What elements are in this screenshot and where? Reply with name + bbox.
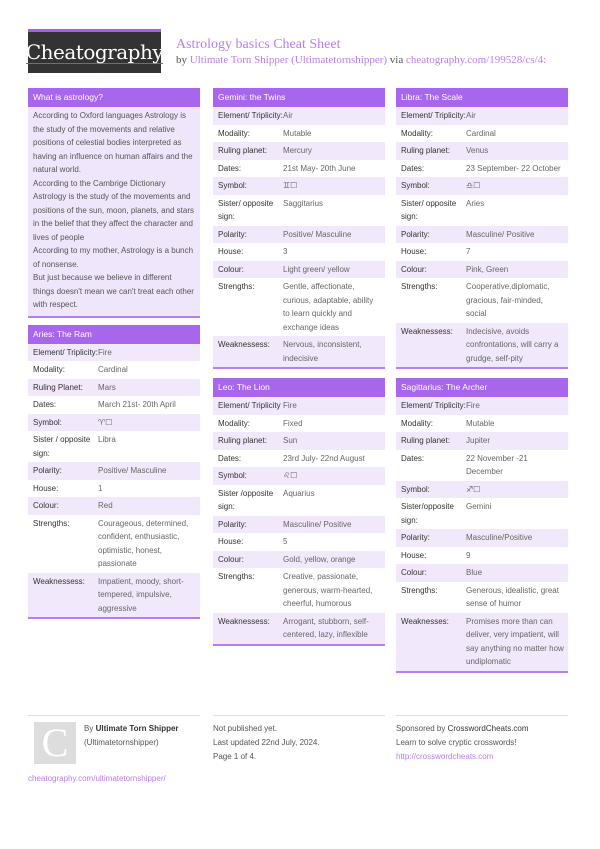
author-credit	[84, 722, 200, 750]
section-leo	[213, 378, 385, 646]
row-value: 23rd July- 22nd August	[283, 453, 365, 463]
row-label: Symbol:	[218, 471, 247, 480]
row-label: Weaknessess:	[218, 616, 270, 626]
section-title: Sagittarius: The Archer	[396, 378, 568, 397]
table-row	[396, 226, 568, 244]
row-value: ♌︎☐	[283, 471, 298, 480]
column-1	[28, 88, 200, 626]
row-value: Masculine/Positive	[466, 533, 533, 542]
row-label: Polarity:	[33, 466, 62, 475]
table-row	[213, 160, 385, 178]
row-value: Impatient, moody, short-tempered, impulsive, aggressive	[98, 576, 184, 613]
row-value: Pink, Green	[466, 264, 509, 274]
table-row	[396, 564, 568, 582]
row-value: Saggitarius	[283, 198, 324, 208]
row-label: Strengths:	[401, 585, 438, 595]
row-label: Ruling planet:	[401, 146, 450, 155]
table-row	[213, 450, 385, 468]
row-label: Sister/ opposite sign:	[401, 198, 457, 221]
row-value: Aries	[466, 198, 485, 208]
table-row	[28, 480, 200, 498]
footer-meta	[213, 715, 385, 764]
row-value: Cardinal	[98, 365, 128, 374]
row-label: Strengths:	[33, 518, 70, 528]
table-row	[213, 568, 385, 613]
section-title: What is astrology?	[28, 88, 200, 107]
row-value: Indecisive, avoids confrontations, will carry a grudge, self-pity	[466, 326, 559, 363]
table-row	[396, 261, 568, 279]
row-value: Courageous, determined, confident, enthusiastic, optimistic, honest, passionate	[98, 518, 189, 568]
row-value: Jupiter	[466, 436, 491, 445]
table-row	[213, 551, 385, 569]
row-label: Modality:	[401, 128, 434, 138]
row-label: Weaknessess:	[218, 340, 270, 349]
row-label: Colour:	[401, 568, 427, 577]
sign-table	[396, 397, 568, 671]
row-value: 3	[283, 247, 288, 256]
section-libra	[396, 88, 568, 369]
row-value: 7	[466, 247, 471, 256]
row-value: Arrogant, stubborn, self-centered, lazy, inflexible	[283, 616, 369, 639]
section-gemini	[213, 88, 385, 369]
row-label: Ruling planet:	[218, 146, 267, 155]
row-value: Masculine/ Positive	[466, 229, 535, 239]
row-label: Sister/ opposite sign:	[218, 198, 274, 221]
row-value: 9	[466, 550, 471, 560]
row-value: 21st May- 20th June	[283, 163, 356, 173]
row-label: Ruling planet:	[401, 436, 450, 445]
table-row	[396, 323, 568, 368]
sponsor-name[interactable]: CrosswordCheats.com	[447, 724, 529, 733]
table-row	[396, 160, 568, 178]
row-value: 5	[283, 537, 288, 546]
row-value: Generous, idealistic, great sense of humor	[466, 585, 559, 608]
logo-text: Cheatography	[25, 39, 164, 64]
row-label: Element/ Triplicity:	[401, 111, 466, 120]
row-value: ♊︎☐	[283, 181, 298, 190]
sheet-url-link[interactable]: cheatography.com/199528/cs/4:	[406, 54, 547, 66]
table-row	[396, 582, 568, 613]
row-value: Cooperative,diplomatic, gracious, fair-minded, social	[466, 282, 550, 318]
table-row	[213, 107, 385, 125]
publish-status: Not published yet.	[213, 724, 278, 733]
row-value: March 21st- 20th April	[98, 400, 176, 409]
table-row	[213, 485, 385, 516]
table-row	[213, 467, 385, 485]
row-value: Creative, passionate, generous, warm-hearted, cheerful, humorous	[283, 572, 373, 608]
row-label: Element/ Triplicity	[218, 401, 281, 410]
table-row	[396, 125, 568, 143]
page-number: Page 1 of 4.	[213, 752, 257, 761]
row-value: Red	[98, 501, 113, 510]
paragraph: According to the Cambrige Dictionary Astrology is the study of the movements and positions of the sun, moon, planets, and stars in the belief that they affect the character and lives of people	[33, 178, 194, 242]
cheatography-logo[interactable]	[25, 29, 164, 73]
section-title: Leo: The Lion	[213, 378, 385, 397]
avatar[interactable]: C	[34, 722, 76, 764]
table-row	[396, 432, 568, 450]
column-2	[213, 88, 385, 653]
table-row	[213, 415, 385, 433]
column-3	[396, 88, 568, 680]
footer-author	[28, 715, 200, 783]
row-label: Dates:	[33, 400, 57, 409]
table-row	[213, 243, 385, 261]
row-label: Modality:	[401, 418, 434, 428]
byline	[176, 53, 546, 68]
section-body	[28, 107, 200, 316]
section-aries	[28, 325, 200, 620]
section-title: Aries: The Ram	[28, 325, 200, 344]
table-row	[213, 278, 385, 336]
row-value: 22 November -21 December	[466, 453, 528, 476]
header	[176, 36, 546, 68]
row-value: Gemini	[466, 502, 492, 511]
row-value: Nervous, inconsistent, indecisive	[283, 340, 362, 363]
table-row	[396, 195, 568, 226]
row-label: Symbol:	[401, 181, 430, 190]
paragraph: According to my mother, Astrology is a bunch of nonsense.	[33, 246, 194, 269]
row-label: Colour:	[401, 264, 427, 274]
table-row	[213, 195, 385, 226]
author-handle: (Ultimatetornshipper)	[84, 738, 159, 747]
author-link[interactable]: Ultimate Torn Shipper (Ultimatetornshipper)	[189, 54, 388, 66]
row-label: Strengths:	[218, 572, 255, 581]
table-row	[28, 379, 200, 397]
table-row	[28, 431, 200, 462]
row-label: Element/ Triplicity:	[401, 401, 466, 410]
table-row	[213, 226, 385, 244]
table-row	[213, 336, 385, 367]
row-label: House:	[218, 247, 244, 256]
row-label: Weaknessess:	[33, 576, 85, 586]
table-row	[396, 278, 568, 323]
row-value: Masculine/ Positive	[283, 519, 352, 529]
page-title[interactable]: Astrology basics Cheat Sheet	[176, 37, 341, 52]
row-value: Mutable	[283, 128, 312, 138]
row-label: Element/ Triplicity:	[33, 347, 98, 357]
row-label: Colour:	[218, 264, 244, 274]
table-row	[396, 107, 568, 125]
sponsor-tagline: Learn to solve cryptic crosswords!	[396, 738, 517, 747]
table-row	[28, 361, 200, 379]
row-value: Positive/ Masculine	[98, 466, 167, 475]
row-label: Modality:	[33, 365, 66, 374]
paragraph: But just because we believe in different things doesn't mean we can't treat each other with respect.	[33, 273, 194, 309]
table-row	[213, 261, 385, 279]
row-label: Strengths:	[218, 282, 255, 291]
row-value: Positive/ Masculine	[283, 229, 352, 239]
table-row	[396, 415, 568, 433]
table-row	[396, 243, 568, 261]
row-value: Fire	[98, 347, 112, 357]
row-value: Venus	[466, 146, 489, 155]
table-row	[213, 142, 385, 160]
row-label: Symbol:	[33, 417, 62, 427]
table-row	[396, 529, 568, 547]
table-row	[28, 396, 200, 414]
row-label: Polarity:	[401, 229, 430, 239]
table-row	[396, 498, 568, 529]
row-value: Aquarius	[283, 488, 315, 498]
row-value: 23 September- 22 October	[466, 163, 561, 173]
row-label: Colour:	[218, 554, 244, 564]
table-row	[28, 344, 200, 362]
table-row	[396, 142, 568, 160]
row-value: 1	[98, 483, 103, 493]
row-value: Gentle, affectionate, curious, adaptable, ability to learn quickly and exchange ideas	[283, 282, 374, 332]
row-value: ♈︎☐	[98, 417, 113, 427]
row-value: ♐︎☐	[466, 484, 481, 494]
section-title: Libra: The Scale	[396, 88, 568, 107]
row-label: Dates:	[218, 163, 242, 173]
table-row	[213, 613, 385, 644]
table-row	[396, 177, 568, 195]
row-value: ♎︎☐	[466, 181, 481, 190]
sponsor-link[interactable]: http://crosswordcheats.com	[396, 752, 494, 761]
sponsor-line	[396, 722, 568, 736]
row-label: Colour:	[33, 501, 59, 510]
sign-table	[213, 107, 385, 367]
table-row	[213, 397, 385, 415]
table-row	[396, 547, 568, 565]
table-row	[213, 533, 385, 551]
row-label: Strengths:	[401, 282, 438, 291]
row-label: Dates:	[401, 453, 425, 463]
row-label: Element/ Triplicity:	[218, 111, 283, 120]
row-label: Sister/opposite sign:	[401, 502, 454, 525]
row-value: Fire	[466, 401, 480, 410]
row-label: Modality:	[218, 418, 251, 428]
row-value: Mars	[98, 382, 116, 392]
table-row	[213, 125, 385, 143]
profile-link[interactable]: cheatography.com/ultimatetornshipper/	[28, 774, 166, 783]
row-value: Air	[283, 111, 293, 120]
row-label: Sister / opposite sign:	[33, 435, 91, 458]
sign-table	[28, 344, 200, 618]
row-value: Libra	[98, 435, 116, 444]
footer-sponsor	[396, 715, 568, 764]
row-label: House:	[33, 483, 59, 493]
row-label: Symbol:	[218, 181, 247, 190]
last-updated: Last updated 22nd July, 2024.	[213, 738, 320, 747]
via-text: via	[389, 54, 404, 66]
row-label: House:	[218, 537, 244, 546]
section-what-is-astrology	[28, 88, 200, 318]
by-prefix: By	[84, 724, 94, 733]
row-label: Polarity:	[218, 519, 247, 529]
row-value: Fixed	[283, 418, 303, 428]
row-value: Mutable	[466, 418, 495, 428]
row-value: Blue	[466, 568, 483, 577]
by-prefix: by	[176, 54, 187, 66]
row-value: Light green/ yellow	[283, 264, 350, 274]
table-row	[28, 497, 200, 515]
row-label: Ruling Planet:	[33, 382, 83, 392]
row-value: Air	[466, 111, 476, 120]
row-value: Gold, yellow, orange	[283, 554, 356, 564]
row-label: Dates:	[401, 163, 425, 173]
sign-table	[213, 397, 385, 644]
row-value: Mercury	[283, 146, 312, 155]
section-sagittarius	[396, 378, 568, 673]
row-label: Weaknesses:	[401, 616, 449, 626]
table-row	[213, 516, 385, 534]
author-name[interactable]: Ultimate Torn Shipper	[95, 724, 179, 733]
table-row	[396, 450, 568, 481]
row-label: House:	[401, 247, 427, 256]
row-value: Cardinal	[466, 128, 496, 138]
row-label: Sister /opposite sign:	[218, 488, 274, 511]
paragraph: According to Oxford languages Astrology is the study of the movements and relative positions of celestial bodies interpreted as having an influence on human affairs and the natural world.	[33, 111, 193, 174]
row-label: Modality:	[218, 128, 251, 138]
table-row	[396, 397, 568, 415]
row-value: Promises more than can deliver, very impatient, will say anything no matter how undiplomatic	[466, 616, 564, 666]
row-label: Polarity:	[401, 533, 430, 542]
sponsor-prefix: Sponsored by	[396, 724, 446, 733]
table-row	[213, 177, 385, 195]
table-row	[213, 432, 385, 450]
table-row	[28, 462, 200, 480]
row-label: Symbol:	[401, 484, 430, 494]
table-row	[396, 481, 568, 499]
section-title: Gemini: the Twins	[213, 88, 385, 107]
row-label: Ruling planet:	[218, 436, 267, 445]
table-row	[28, 515, 200, 573]
row-value: Sun	[283, 436, 298, 445]
table-row	[396, 613, 568, 671]
row-label: House:	[401, 550, 427, 560]
table-row	[28, 414, 200, 432]
row-label: Dates:	[218, 453, 242, 463]
table-row	[28, 573, 200, 618]
row-label: Weaknessess:	[401, 326, 453, 336]
row-value: Fire	[283, 401, 297, 410]
row-label: Polarity:	[218, 229, 247, 239]
sign-table	[396, 107, 568, 367]
